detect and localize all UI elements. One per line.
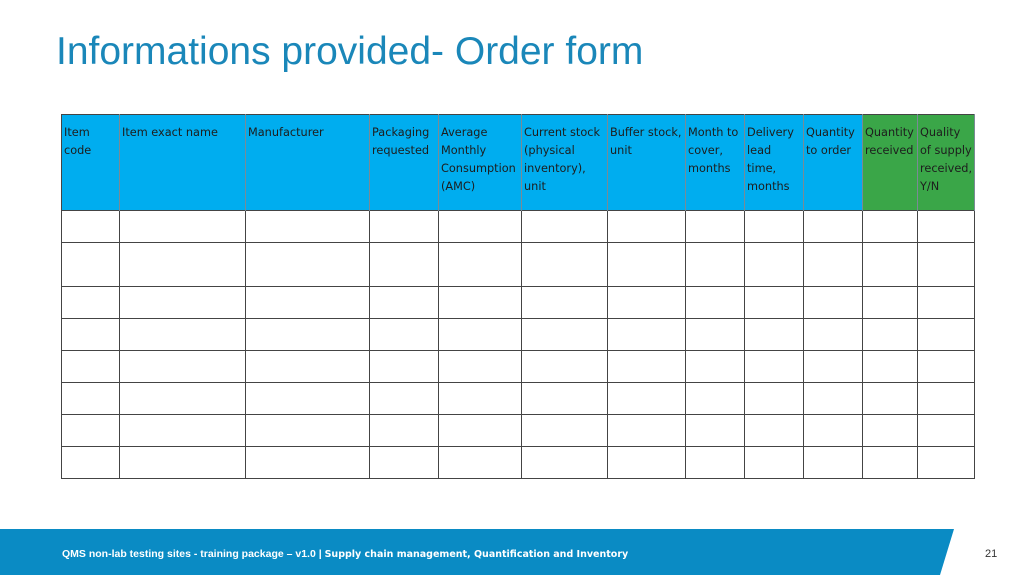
table-cell [745,447,804,479]
table-cell [863,287,918,319]
table-cell [918,243,975,287]
table-cell [439,415,522,447]
table-cell [745,211,804,243]
table-cell [439,287,522,319]
table-cell [62,415,120,447]
table-cell [370,287,439,319]
table-cell [608,351,686,383]
table-cell [370,211,439,243]
table-row [62,211,975,243]
table-cell [62,211,120,243]
table-cell [62,447,120,479]
table-cell [686,319,745,351]
table-cell [918,211,975,243]
table-cell [918,287,975,319]
table-cell [918,319,975,351]
table-cell [863,351,918,383]
table-cell [918,383,975,415]
table-cell [804,415,863,447]
table-row [62,319,975,351]
table-cell [804,287,863,319]
table-cell [863,319,918,351]
table-cell [120,319,246,351]
table-cell [608,211,686,243]
table-cell [120,415,246,447]
footer-main-text: QMS non-lab testing sites - training package – v1.0 | [62,548,325,560]
col-header-quality-received: Quality of supply received, Y/N [918,115,975,211]
table-cell [246,447,370,479]
table-cell [804,319,863,351]
table-row [62,415,975,447]
table-cell [439,351,522,383]
table-cell [745,243,804,287]
table-cell [246,383,370,415]
table-cell [686,243,745,287]
col-header-item-name: Item exact name [120,115,246,211]
table-cell [439,211,522,243]
table-cell [608,287,686,319]
table-row [62,383,975,415]
table-cell [745,351,804,383]
footer-sub-text: Supply chain management, Quantification and Inventory [324,549,629,560]
table-cell [686,287,745,319]
table-cell [863,415,918,447]
table-cell [522,383,608,415]
table-cell [62,383,120,415]
table-row [62,243,975,287]
table-row [62,447,975,479]
table-cell [370,319,439,351]
table-cell [62,351,120,383]
table-cell [608,383,686,415]
table-cell [608,319,686,351]
table-cell [918,415,975,447]
table-cell [246,211,370,243]
table-row [62,351,975,383]
table-cell [120,211,246,243]
slide-title: Informations provided- Order form [56,30,644,73]
table-cell [439,383,522,415]
table-cell [370,447,439,479]
table-cell [439,447,522,479]
col-header-amc: Average Monthly Consumption (AMC) [439,115,522,211]
col-header-manufacturer: Manufacturer [246,115,370,211]
table-cell [522,415,608,447]
table-cell [804,351,863,383]
table-cell [918,351,975,383]
table-cell [522,287,608,319]
table-cell [246,319,370,351]
table-cell [804,243,863,287]
table-cell [686,211,745,243]
table-cell [686,447,745,479]
table-cell [246,243,370,287]
table-header-row [62,115,975,211]
table-cell [246,287,370,319]
table-cell [686,383,745,415]
table-cell [370,415,439,447]
table-cell [120,383,246,415]
table-cell [370,351,439,383]
table-cell [863,383,918,415]
col-header-packaging: Packaging requested [370,115,439,211]
table-cell [120,287,246,319]
col-header-buffer-stock: Buffer stock, unit [608,115,686,211]
table-cell [370,243,439,287]
table-cell [686,351,745,383]
table-body [62,211,975,479]
table-cell [522,351,608,383]
col-header-item-code: Item code [62,115,120,211]
table-row [62,287,975,319]
table-cell [246,351,370,383]
table-cell [804,211,863,243]
table-cell [804,383,863,415]
col-header-month-to-cover: Month to cover, months [686,115,745,211]
table-cell [863,447,918,479]
table-cell [745,383,804,415]
table-cell [863,211,918,243]
table-cell [686,415,745,447]
table-cell [120,351,246,383]
table-cell [918,447,975,479]
table-cell [120,243,246,287]
table-cell [522,447,608,479]
table-cell [439,243,522,287]
page-number: 21 [985,548,998,560]
col-header-quantity-received: Quantity received [863,115,918,211]
table-cell [439,319,522,351]
table-cell [745,287,804,319]
table-cell [246,415,370,447]
table-cell [804,447,863,479]
table-cell [522,243,608,287]
footer-text [62,548,628,560]
table-cell [608,447,686,479]
table-cell [522,211,608,243]
table-cell [62,287,120,319]
table-cell [62,243,120,287]
col-header-lead-time: Delivery lead time, months [745,115,804,211]
table-cell [745,415,804,447]
table-cell [745,319,804,351]
table-cell [863,243,918,287]
table-cell [608,243,686,287]
col-header-current-stock: Current stock (physical inventory), unit [522,115,608,211]
order-form-table [61,114,975,479]
col-header-quantity-to-order: Quantity to order [804,115,863,211]
table-cell [120,447,246,479]
table-cell [62,319,120,351]
table-cell [370,383,439,415]
table-cell [608,415,686,447]
table-cell [522,319,608,351]
